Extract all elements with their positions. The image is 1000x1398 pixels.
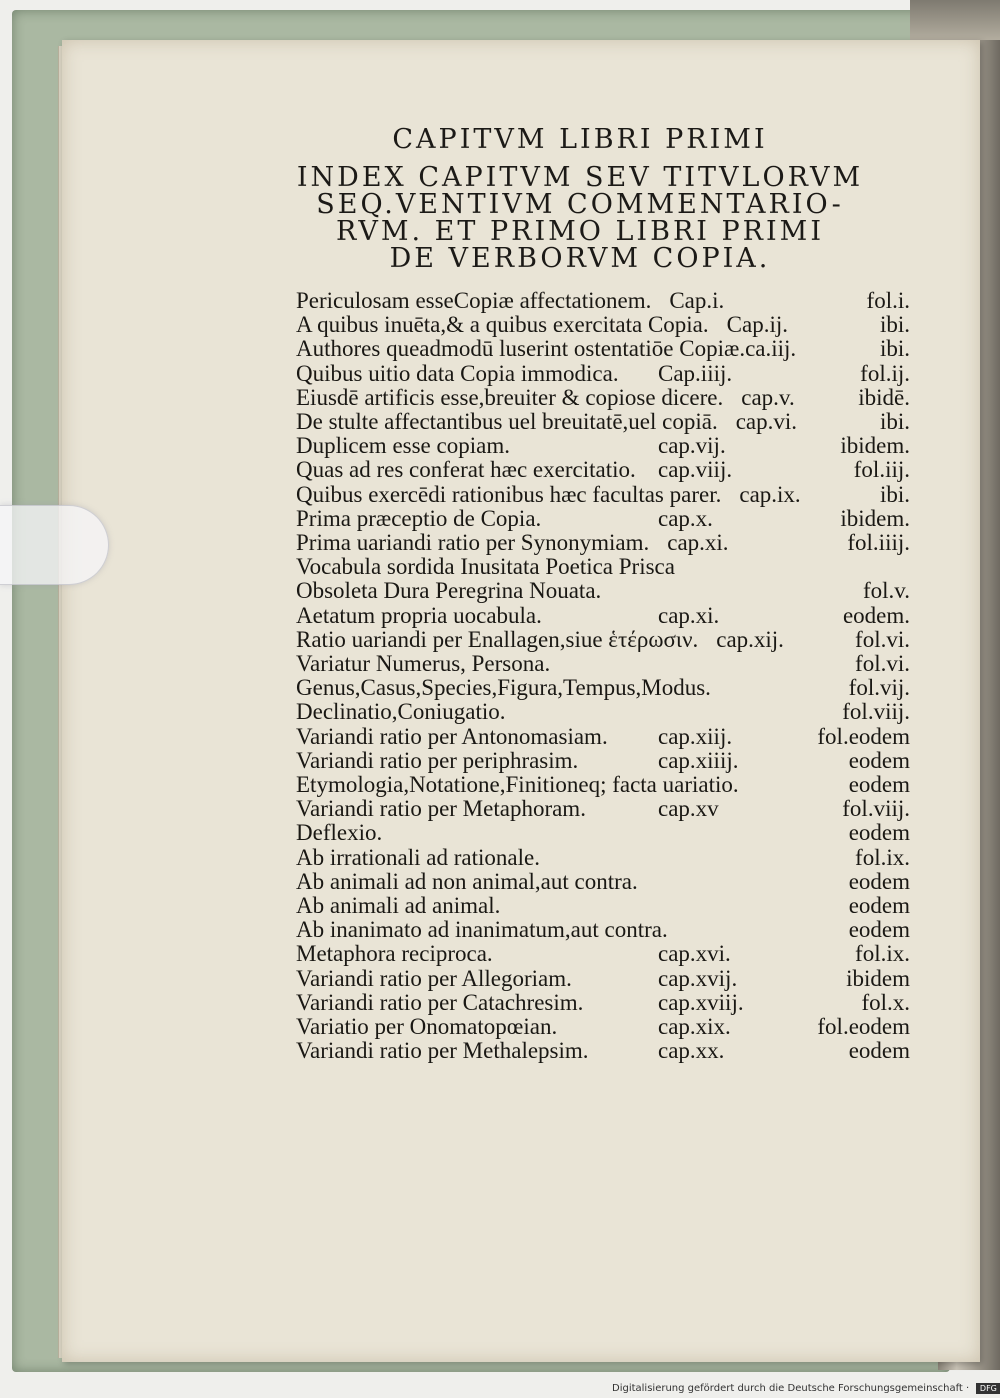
entry-title: Quibus exercēdi rationibus hæc facultas parer. xyxy=(296,481,722,507)
entry-folio: ibidē. xyxy=(858,384,910,410)
entry-chapter: cap.vi. xyxy=(735,409,798,434)
entry-title: Quibus uitio data Copia immodica. xyxy=(296,360,619,386)
entry-chapter: Cap.i. xyxy=(669,288,725,313)
entry-folio: ibi. xyxy=(879,312,910,338)
entry-chapter: cap.xi. xyxy=(667,530,729,555)
entry-chapter: cap.xvij. xyxy=(658,965,738,991)
entry-folio: fol.viij. xyxy=(842,796,910,822)
index-title xyxy=(260,164,900,272)
entry-title: Authores queadmodū luserint ostentatiōe Copiæ.ca.iij. xyxy=(296,336,797,362)
entry-folio: fol.ix. xyxy=(855,844,910,870)
entry-title: Variandi ratio per Allegoriam. xyxy=(296,965,572,991)
entry-folio: fol.i. xyxy=(866,288,910,313)
chapter-heading: CAPITVM LIBRI PRIMI xyxy=(392,124,768,155)
entry-title: Prima præceptio de Copia. xyxy=(296,505,542,531)
entry-folio: eodem xyxy=(848,1038,910,1064)
entry-title: Variandi ratio per Methalepsim. xyxy=(296,1038,589,1064)
entry-title: Ab irrationali ad rationale. xyxy=(296,844,540,870)
entry-folio: fol.viij. xyxy=(842,699,910,725)
entry-folio: ibi. xyxy=(879,336,910,362)
entry-folio: ibi. xyxy=(879,409,910,434)
entry-folio: fol.vi. xyxy=(855,626,910,652)
entry-folio: eodem xyxy=(848,820,910,846)
entry-title: Periculosam esseCopiæ affectationem. xyxy=(296,288,652,313)
entry-title: Ab animali ad non animal,aut contra. xyxy=(296,868,638,894)
entry-chapter: cap.xviij. xyxy=(658,989,744,1015)
entry-title: Variandi ratio per Antonomasiam. xyxy=(296,723,608,749)
entry-folio: eodem xyxy=(848,868,910,894)
entry-folio: eodem xyxy=(848,747,910,773)
dfg-footer xyxy=(612,1380,1000,1398)
entry-folio: ibidem. xyxy=(840,433,910,459)
entry-title: Variatur Numerus, Persona. xyxy=(296,651,551,676)
entry-title: Genus,Casus,Species,Figura,Tempus,Modus. xyxy=(296,675,711,701)
entry-folio: fol.vi. xyxy=(855,651,910,676)
entry-folio: eodem xyxy=(848,917,910,943)
entry-chapter: cap.xx. xyxy=(658,1038,725,1064)
entry-folio: eodem xyxy=(848,772,910,797)
entry-folio: fol.eodem xyxy=(817,1014,910,1039)
entry-title: Ab inanimato ad inanimatum,aut contra. xyxy=(296,917,668,943)
entry-folio: ibidem. xyxy=(840,505,910,531)
entry-chapter: cap.xix. xyxy=(658,1014,731,1039)
entry-chapter: cap.xiiij. xyxy=(658,747,739,773)
index-entry xyxy=(296,1037,910,1065)
entry-chapter: cap.xvi. xyxy=(658,941,731,967)
entry-folio: fol.vij. xyxy=(848,675,910,701)
entry-chapter: cap.vij. xyxy=(658,433,726,459)
entry-folio: fol.iiij. xyxy=(847,530,910,555)
entry-title: Ab animali ad animal. xyxy=(296,893,501,918)
entry-title: Declinatio,Coniugatio. xyxy=(296,699,506,725)
index-title-line-1: INDEX CAPITVM SEV TITVLORVM xyxy=(296,162,864,193)
entry-title: Etymologia,Notatione,Finitioneq; facta uariatio. xyxy=(296,772,739,797)
entry-folio: fol.x. xyxy=(861,989,910,1015)
entry-folio: eodem xyxy=(848,893,910,918)
index-title-line-4: DE VERBORVM COPIA. xyxy=(389,243,771,274)
entry-folio: fol.ix. xyxy=(855,941,910,967)
entry-folio: fol.eodem xyxy=(817,723,910,749)
entry-folio: fol.iij. xyxy=(853,457,910,483)
entry-folio: eodem. xyxy=(842,602,910,628)
bookmark-ribbon xyxy=(0,505,109,585)
entry-folio: ibidem xyxy=(846,965,910,991)
entry-title: Aetatum propria uocabula. xyxy=(296,602,542,628)
index-title-line-3: RVM. ET PRIMO LIBRI PRIMI xyxy=(336,216,824,247)
entry-title: Ratio uariandi per Enallagen,siue ἑτέρωσιν. xyxy=(296,626,699,652)
entry-title: Eiusdē artificis esse,breuiter & copiose dicere. xyxy=(296,384,724,410)
index-title-line-2: SEQ.VENTIVM COMMENTARIO- xyxy=(316,189,844,220)
entry-title: Prima uariandi ratio per Synonymiam. xyxy=(296,530,650,555)
entry-chapter: Cap.iiij. xyxy=(658,360,733,386)
entry-chapter: cap.viij. xyxy=(658,457,733,483)
entry-title: Variandi ratio per Metaphoram. xyxy=(296,796,586,822)
footer-text: Digitalisierung gefördert durch die Deutsche Forschungsgemeinschaft · xyxy=(612,1383,970,1394)
entry-title: De stulte affectantibus uel breuitatē,uel copiā. xyxy=(296,409,718,434)
entry-folio: ibi. xyxy=(879,481,910,507)
entry-title: Metaphora reciproca. xyxy=(296,941,493,967)
entry-chapter: cap.xiij. xyxy=(658,723,733,749)
entry-title: Duplicem esse copiam. xyxy=(296,433,510,459)
entry-chapter: Cap.ij. xyxy=(726,312,788,338)
book-spine-top xyxy=(910,0,1000,40)
entry-chapter: cap.ix. xyxy=(739,481,801,507)
entry-chapter: cap.x. xyxy=(658,505,713,531)
entry-chapter: cap.xij. xyxy=(716,626,784,652)
entry-title: Variatio per Onomatopœian. xyxy=(296,1014,558,1039)
entry-chapter: cap.v. xyxy=(741,384,795,410)
entry-folio: fol.v. xyxy=(862,578,910,604)
entry-chapter: cap.xi. xyxy=(658,602,720,628)
entry-title: Obsoleta Dura Peregrina Nouata. xyxy=(296,578,602,604)
entry-title: Variandi ratio per Catachresim. xyxy=(296,989,584,1015)
entry-title: Deflexio. xyxy=(296,820,383,846)
entry-chapter: cap.xv xyxy=(658,796,719,822)
entry-title: Quas ad res conferat hæc exercitatio. xyxy=(296,457,636,483)
entry-title: Vocabula sordida Inusitata Poetica Prisca xyxy=(296,554,675,580)
entry-folio: fol.ij. xyxy=(860,360,910,386)
entry-title: Variandi ratio per periphrasim. xyxy=(296,747,579,773)
dfg-logo: DFG xyxy=(976,1383,1000,1394)
entry-title: A quibus inuēta,& a quibus exercitata Copia. xyxy=(296,312,709,338)
